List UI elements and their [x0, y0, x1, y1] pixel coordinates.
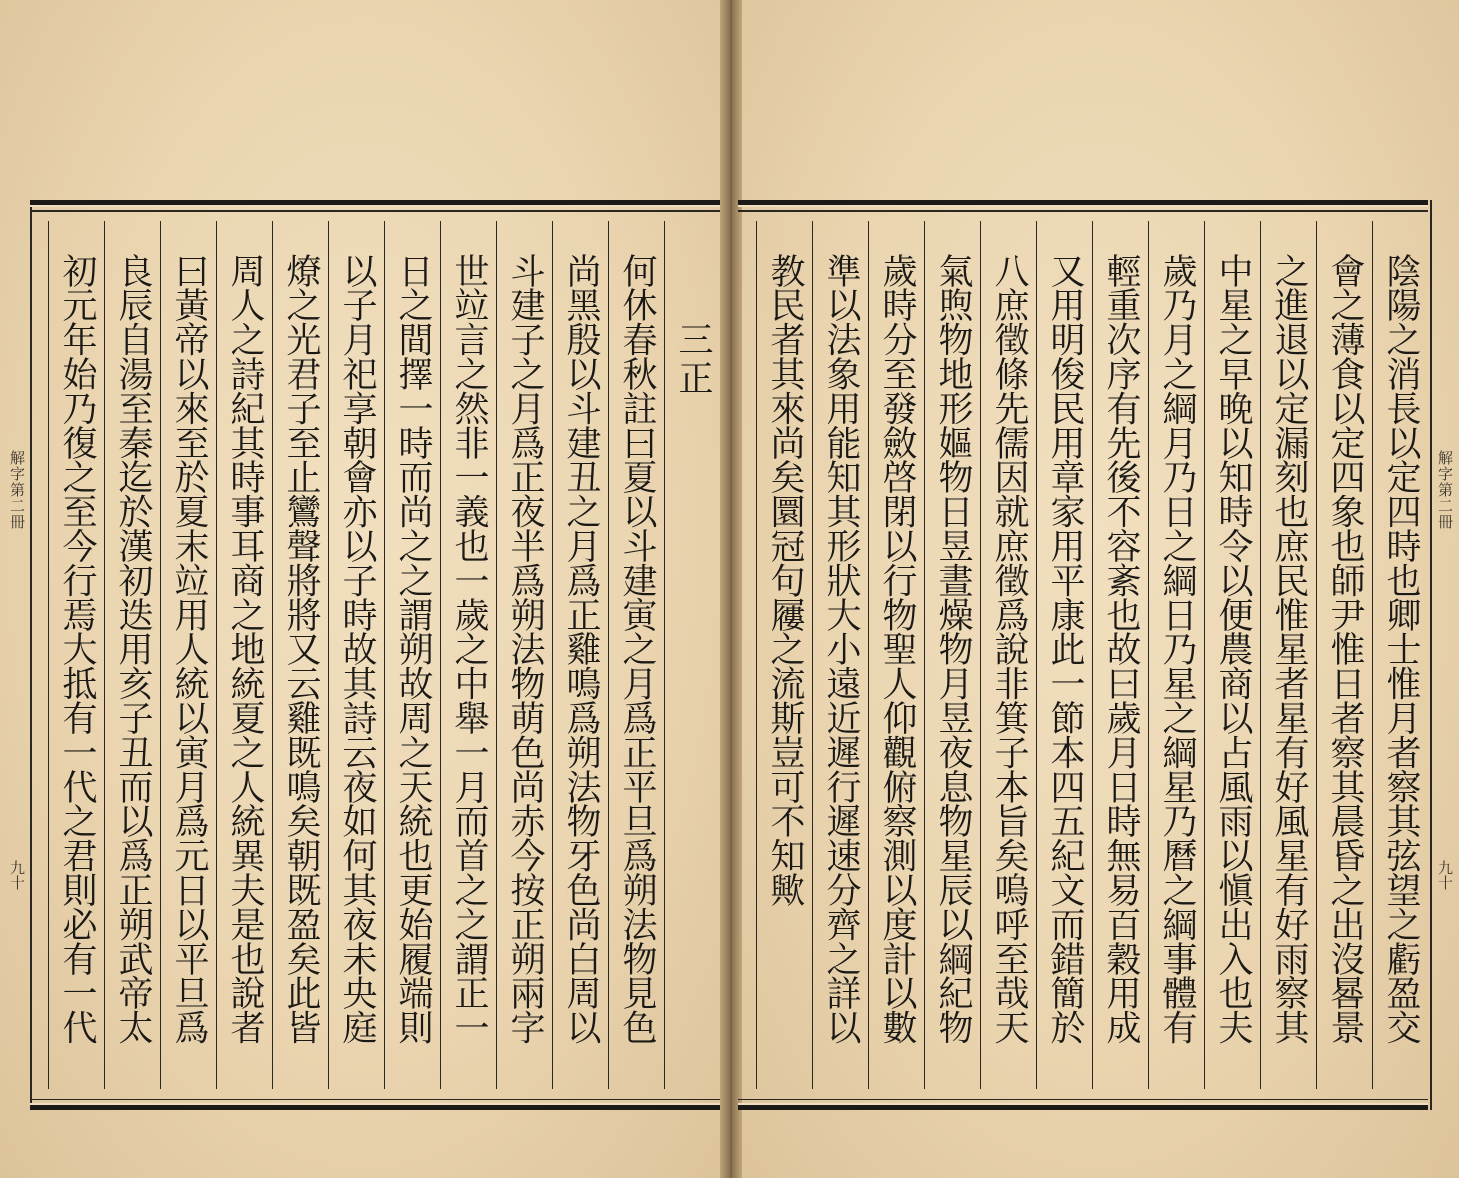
left-column-text: 尚黑殷以斗建丑之月爲正雞鳴爲朔法物牙色尚白周以	[561, 253, 601, 1045]
left-column-grid	[30, 221, 720, 1089]
margin-label-right: 解字第二冊	[1436, 450, 1454, 530]
folio-left: 九十	[8, 860, 26, 890]
right-column-text: 會之薄食以定四象也師尹惟日者察其晨昏之出沒晷景	[1325, 253, 1365, 1045]
right-column-text: 陰陽之消長以定四時也卿士惟月者察其弦望之虧盈交	[1381, 253, 1421, 1045]
left-column-1	[608, 221, 665, 1089]
right-column-9	[924, 221, 981, 1089]
folio-right: 九十	[1436, 860, 1454, 890]
left-column-6	[328, 221, 385, 1089]
left-column-text: 初元年始乃復之至今行焉大抵有一代之君則必有一代	[57, 253, 97, 1045]
right-column-text: 輕重次序有先後不容紊也故曰歲月日時無易百穀用成	[1101, 253, 1141, 1045]
right-column-2	[1316, 221, 1373, 1089]
right-column-12	[756, 221, 813, 1089]
right-column-text: 又用明俊民用章家用平康此一節本四五紀文而錯簡於	[1045, 253, 1085, 1045]
left-column-7	[272, 221, 329, 1089]
section-title: 三正	[673, 321, 713, 399]
left-column-8	[216, 221, 273, 1089]
left-column-11	[48, 221, 105, 1089]
left-column-3	[496, 221, 553, 1089]
right-column-1	[1372, 221, 1429, 1089]
left-column-text: 曰黃帝以來至於夏末竝用人統以寅月爲元日以平旦爲	[169, 253, 209, 1045]
right-column-text: 準以法象用能知其形狀大小遠近遲行遲速分齊之詳以	[821, 253, 861, 1045]
left-column-text: 斗建子之月爲正夜半爲朔法物萌色尚赤今按正朔兩字	[505, 253, 545, 1045]
right-text-frame	[738, 200, 1428, 1110]
left-title-column	[664, 221, 721, 1089]
right-column-4	[1204, 221, 1261, 1089]
left-column-9	[160, 221, 217, 1089]
left-column-10	[104, 221, 161, 1089]
left-column-text: 何休春秋註曰夏以斗建寅之月爲正平旦爲朔法物見色	[617, 253, 657, 1045]
right-column-text: 氣煦物地形嫗物日昱晝燥物月昱夜息物星辰以綱紀物	[933, 253, 973, 1045]
left-column-5	[384, 221, 441, 1089]
right-column-text: 之進退以定漏刻也庶民惟星者星有好風星有好雨察其	[1269, 253, 1309, 1045]
right-column-6	[1092, 221, 1149, 1089]
left-column-text: 日之間擇一時而尚之之謂朔故周之天統也更始履端則	[393, 253, 433, 1045]
left-text-frame	[30, 200, 720, 1110]
right-column-text: 教民者其來尚矣圜冠句屨之流斯豈可不知歟	[765, 253, 805, 907]
left-column-text: 良辰自湯至秦迄於漢初迭用亥子丑而以爲正朔武帝太	[113, 253, 153, 1045]
left-column-text: 燎之光君子至止鸞聲將將又云雞既鳴矣朝既盈矣此皆	[281, 253, 321, 1045]
right-column-8	[980, 221, 1037, 1089]
right-margin-strip	[1430, 200, 1458, 1110]
left-column-2	[552, 221, 609, 1089]
right-column-7	[1036, 221, 1093, 1089]
right-column-grid	[738, 221, 1428, 1089]
right-column-5	[1148, 221, 1205, 1089]
right-column-3	[1260, 221, 1317, 1089]
left-column-4	[440, 221, 497, 1089]
left-margin-strip	[4, 200, 32, 1110]
right-column-text: 歲時分至發斂啓閉以行物聖人仰觀俯察測以度計以數	[877, 253, 917, 1045]
right-column-text: 中星之早晚以知時令以便農商以占風雨以愼出入也夫	[1213, 253, 1253, 1045]
right-column-11	[812, 221, 869, 1089]
left-column-text: 世竝言之然非一義也一歲之中舉一月而首之之謂正一	[449, 253, 489, 1045]
left-column-text: 以子月祀享朝會亦以子時故其詩云夜如何其夜未央庭	[337, 253, 377, 1045]
right-column-text: 八庶徵條先儒因就庶徵爲說非箕子本旨矣嗚呼至哉天	[989, 253, 1029, 1045]
left-column-text: 周人之詩紀其時事耳商之地統夏之人統異夫是也說者	[225, 253, 265, 1045]
right-column-text: 歲乃月之綱月乃日之綱日乃星之綱星乃曆之綱事體有	[1157, 253, 1197, 1045]
margin-label-left: 解字第二冊	[8, 450, 26, 530]
right-column-10	[868, 221, 925, 1089]
